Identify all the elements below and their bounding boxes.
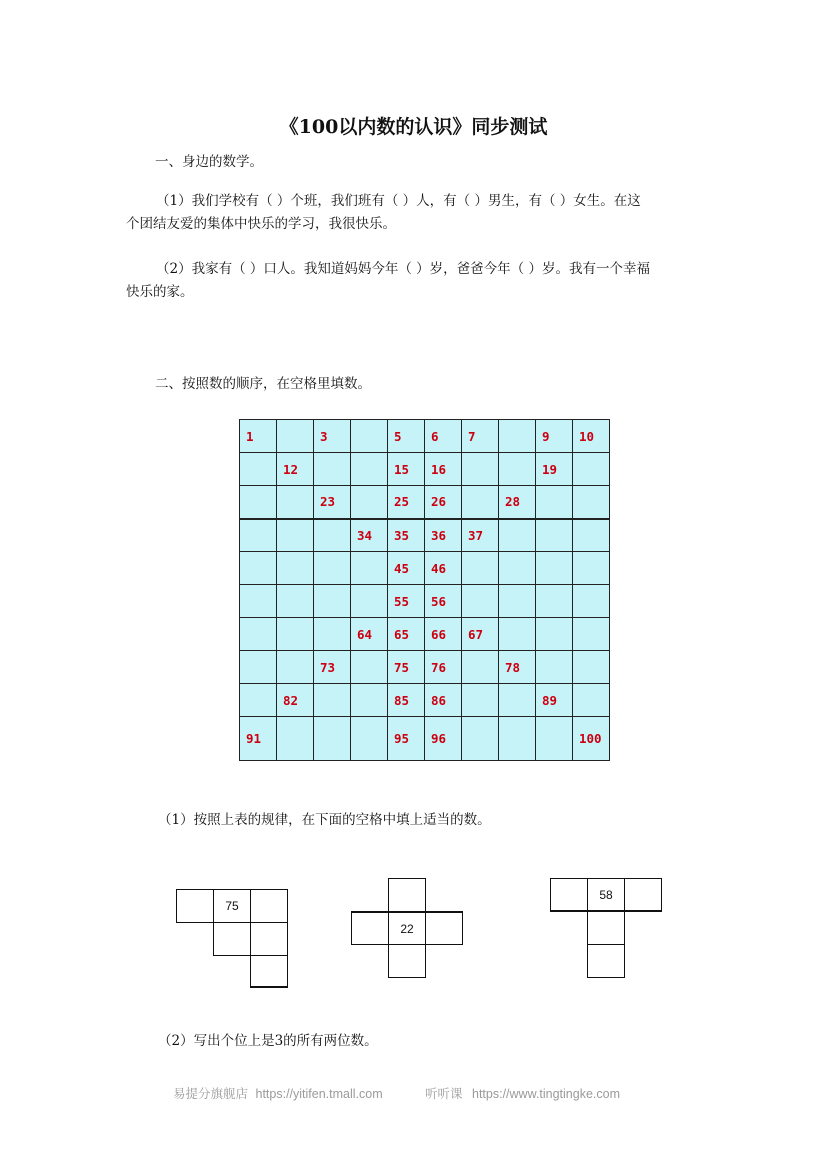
- grid-cell: 100: [573, 717, 610, 761]
- grid-cell[interactable]: [314, 552, 351, 585]
- grid-cell[interactable]: [277, 486, 314, 519]
- grid-cell: 45: [388, 552, 425, 585]
- grid-cell[interactable]: [462, 684, 499, 717]
- grid-cell: 66: [425, 618, 462, 651]
- grid-cell: 65: [388, 618, 425, 651]
- grid-cell: 10: [573, 420, 610, 453]
- puzzle-3-cell[interactable]: [624, 878, 662, 912]
- grid-cell: 5: [388, 420, 425, 453]
- grid-cell[interactable]: [462, 585, 499, 618]
- question-2: [126, 258, 706, 304]
- grid-cell: 9: [536, 420, 573, 453]
- puzzle-1-given-cell: 75: [213, 889, 251, 923]
- grid-cell[interactable]: [277, 552, 314, 585]
- puzzle-2-given-cell: 22: [388, 911, 426, 945]
- question-2-line1: （2）我家有（ ）口人。我知道妈妈今年（ ）岁，爸爸今年（ ）岁。我有一个幸福: [156, 261, 650, 277]
- grid-cell[interactable]: [462, 717, 499, 761]
- grid-cell[interactable]: [277, 618, 314, 651]
- grid-cell[interactable]: [277, 420, 314, 453]
- puzzle-2-cell[interactable]: [388, 944, 426, 978]
- grid-cell[interactable]: [499, 420, 536, 453]
- grid-cell[interactable]: [314, 519, 351, 552]
- grid-cell: 34: [351, 519, 388, 552]
- grid-cell: 12: [277, 453, 314, 486]
- grid-cell: 89: [536, 684, 573, 717]
- footer-right: [425, 1084, 620, 1102]
- grid-row: [240, 519, 610, 552]
- grid-cell: 25: [388, 486, 425, 519]
- grid-cell[interactable]: [573, 585, 610, 618]
- grid-cell[interactable]: [462, 486, 499, 519]
- grid-cell[interactable]: [573, 618, 610, 651]
- grid-cell[interactable]: [499, 552, 536, 585]
- section1-heading: 一、身边的数学。: [155, 154, 263, 170]
- grid-row: [240, 486, 610, 519]
- sub-question-1: （1）按照上表的规律，在下面的空格中填上适当的数。: [158, 812, 491, 828]
- grid-cell[interactable]: [499, 585, 536, 618]
- grid-cell: 73: [314, 651, 351, 684]
- grid-cell: 82: [277, 684, 314, 717]
- grid-cell[interactable]: [536, 717, 573, 761]
- grid-row: [240, 420, 610, 453]
- puzzle-1-cell[interactable]: [176, 889, 214, 923]
- grid-cell[interactable]: [351, 717, 388, 761]
- grid-cell: 19: [536, 453, 573, 486]
- grid-cell: 95: [388, 717, 425, 761]
- grid-cell: 75: [388, 651, 425, 684]
- grid-cell: 64: [351, 618, 388, 651]
- grid-row: [240, 585, 610, 618]
- puzzle-3-cell[interactable]: [550, 878, 588, 912]
- grid-cell: 3: [314, 420, 351, 453]
- puzzle-1-cell[interactable]: [250, 889, 288, 923]
- grid-cell[interactable]: [573, 453, 610, 486]
- footer-site-name: 听听课: [425, 1087, 463, 1101]
- grid-cell: 28: [499, 486, 536, 519]
- grid-row: [240, 618, 610, 651]
- puzzle-3-cell[interactable]: [587, 911, 625, 945]
- hundred-chart: [239, 419, 610, 761]
- grid-cell: 76: [425, 651, 462, 684]
- grid-row: [240, 552, 610, 585]
- grid-cell: 36: [425, 519, 462, 552]
- footer-site-link[interactable]: https://www.tingtingke.com: [472, 1087, 620, 1101]
- grid-cell[interactable]: [351, 684, 388, 717]
- footer-store-link[interactable]: https://yitifen.tmall.com: [255, 1087, 383, 1101]
- grid-cell[interactable]: [573, 519, 610, 552]
- grid-cell: 86: [425, 684, 462, 717]
- grid-cell[interactable]: [462, 453, 499, 486]
- puzzle-3-cell[interactable]: [587, 944, 625, 978]
- grid-cell[interactable]: [240, 585, 277, 618]
- grid-cell: 37: [462, 519, 499, 552]
- grid-cell[interactable]: [277, 585, 314, 618]
- grid-cell[interactable]: [314, 453, 351, 486]
- grid-cell[interactable]: [314, 684, 351, 717]
- grid-cell[interactable]: [277, 717, 314, 761]
- question-2-line2: 快乐的家。: [126, 284, 194, 300]
- puzzle-1-cell[interactable]: [250, 922, 288, 956]
- puzzle-2-cell[interactable]: [388, 878, 426, 912]
- grid-row: [240, 684, 610, 717]
- grid-cell[interactable]: [240, 486, 277, 519]
- grid-cell: 56: [425, 585, 462, 618]
- grid-row: [240, 651, 610, 684]
- grid-cell: 55: [388, 585, 425, 618]
- grid-cell[interactable]: [536, 552, 573, 585]
- grid-cell[interactable]: [351, 420, 388, 453]
- grid-cell[interactable]: [240, 684, 277, 717]
- grid-cell: 35: [388, 519, 425, 552]
- grid-cell[interactable]: [499, 717, 536, 761]
- grid-cell[interactable]: [536, 651, 573, 684]
- grid-cell: 78: [499, 651, 536, 684]
- puzzle-1-cell[interactable]: [250, 955, 288, 988]
- grid-cell[interactable]: [351, 552, 388, 585]
- grid-cell[interactable]: [314, 618, 351, 651]
- footer-store-name: 易提分旗舰店: [173, 1087, 249, 1101]
- grid-cell[interactable]: [240, 453, 277, 486]
- grid-cell[interactable]: [277, 651, 314, 684]
- puzzle-1-cell[interactable]: [213, 922, 251, 956]
- grid-cell: 46: [425, 552, 462, 585]
- grid-cell[interactable]: [240, 651, 277, 684]
- section2-heading: 二、按照数的顺序，在空格里填数。: [155, 376, 371, 392]
- grid-cell: 26: [425, 486, 462, 519]
- grid-cell[interactable]: [351, 453, 388, 486]
- grid-cell[interactable]: [277, 519, 314, 552]
- grid-cell[interactable]: [462, 651, 499, 684]
- question-1-line2: 个团结友爱的集体中快乐的学习，我很快乐。: [126, 216, 396, 232]
- grid-cell: 91: [240, 717, 277, 761]
- grid-cell: 6: [425, 420, 462, 453]
- grid-row: [240, 453, 610, 486]
- grid-cell[interactable]: [573, 651, 610, 684]
- grid-cell[interactable]: [351, 486, 388, 519]
- grid-cell: 16: [425, 453, 462, 486]
- puzzle-3-given-cell: 58: [587, 878, 625, 912]
- grid-cell[interactable]: [462, 552, 499, 585]
- page-title: 《100以内数的认识》同步测试: [279, 116, 548, 138]
- question-1: [126, 190, 706, 236]
- grid-cell[interactable]: [499, 453, 536, 486]
- grid-cell[interactable]: [240, 519, 277, 552]
- sub-question-2: （2）写出个位上是3的所有两位数。: [158, 1033, 378, 1049]
- grid-cell: 67: [462, 618, 499, 651]
- grid-cell[interactable]: [536, 618, 573, 651]
- grid-cell[interactable]: [240, 552, 277, 585]
- grid-cell[interactable]: [351, 651, 388, 684]
- grid-cell: 15: [388, 453, 425, 486]
- grid-cell: 85: [388, 684, 425, 717]
- grid-cell: 23: [314, 486, 351, 519]
- grid-cell: 7: [462, 420, 499, 453]
- grid-cell[interactable]: [314, 585, 351, 618]
- puzzle-2-cell[interactable]: [425, 911, 463, 945]
- grid-row: [240, 717, 610, 761]
- grid-cell[interactable]: [499, 618, 536, 651]
- grid-cell[interactable]: [536, 519, 573, 552]
- footer-left: [173, 1084, 383, 1102]
- grid-cell[interactable]: [573, 552, 610, 585]
- grid-cell[interactable]: [536, 585, 573, 618]
- grid-cell[interactable]: [351, 585, 388, 618]
- grid-cell: 96: [425, 717, 462, 761]
- grid-cell[interactable]: [240, 618, 277, 651]
- grid-cell: 1: [240, 420, 277, 453]
- grid-cell[interactable]: [573, 486, 610, 519]
- grid-cell[interactable]: [573, 684, 610, 717]
- grid-cell[interactable]: [499, 519, 536, 552]
- grid-cell[interactable]: [536, 486, 573, 519]
- question-1-line1: （1）我们学校有（ ）个班，我们班有（ ）人，有（ ）男生，有（ ）女生。在这: [156, 193, 641, 209]
- grid-cell[interactable]: [314, 717, 351, 761]
- grid-cell[interactable]: [499, 684, 536, 717]
- puzzle-2-cell[interactable]: [351, 911, 389, 945]
